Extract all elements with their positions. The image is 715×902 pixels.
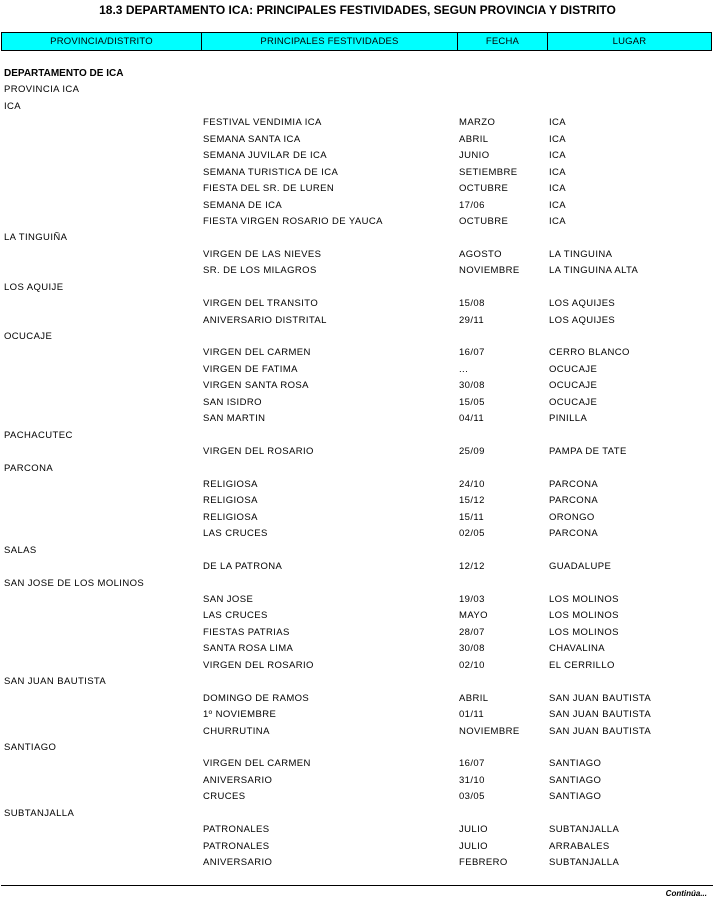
cell-festividad: LAS CRUCES xyxy=(203,610,268,622)
page-title: 18.3 DEPARTAMENTO ICA: PRINCIPALES FESTIVIDADES, SEGUN PROVINCIA Y DISTRITO xyxy=(99,3,616,17)
cell-fecha: 15/05 xyxy=(459,396,485,408)
table-row xyxy=(0,822,715,838)
table-row xyxy=(0,214,715,230)
department-row xyxy=(0,66,715,82)
cell-festividad: SEMANA SANTA ICA xyxy=(203,133,301,145)
cell-provincia: SALAS xyxy=(4,544,37,556)
cell-fecha: 02/10 xyxy=(459,659,485,671)
cell-festividad: PATRONALES xyxy=(203,824,270,836)
cell-festividad: CRUCES xyxy=(203,791,246,803)
cell-fecha: 15/08 xyxy=(459,298,485,310)
cell-fecha: 12/12 xyxy=(459,561,485,573)
cell-provincia: PACHACUTEC xyxy=(4,429,73,441)
district-row xyxy=(0,329,715,345)
table-row xyxy=(0,773,715,789)
cell-fecha: ... xyxy=(459,363,469,375)
cell-lugar: CHAVALINA xyxy=(549,643,606,655)
cell-fecha: 29/11 xyxy=(459,314,485,326)
cell-fecha: ABRIL xyxy=(459,133,489,145)
table-row xyxy=(0,198,715,214)
cell-festividad: SANTA ROSA LIMA xyxy=(203,643,294,655)
cell-lugar: ICA xyxy=(549,199,567,211)
cell-fecha: NOVIEMBRE xyxy=(459,265,520,277)
cell-festividad: CHURRUTINA xyxy=(203,725,270,737)
cell-festividad: RELIGIOSA xyxy=(203,478,258,490)
cell-festividad: ANIVERSARIO xyxy=(203,857,273,868)
table-row xyxy=(0,378,715,394)
cell-provincia: SANTIAGO xyxy=(4,741,57,753)
cell-festividad: VIRGEN SANTA ROSA xyxy=(203,380,309,392)
district-row xyxy=(0,280,715,296)
cell-fecha: 02/05 xyxy=(459,528,485,540)
cell-lugar: ICA xyxy=(549,215,567,227)
table-row xyxy=(0,855,715,871)
cell-festividad: VIRGEN DEL CARMEN xyxy=(203,758,311,770)
cell-lugar: ICA xyxy=(549,133,567,145)
table-row xyxy=(0,263,715,279)
table-row xyxy=(0,658,715,674)
cell-lugar: OCUCAJE xyxy=(549,380,598,392)
cell-fecha: 24/10 xyxy=(459,478,485,490)
cell-fecha: NOVIEMBRE xyxy=(459,725,520,737)
cell-lugar: ICA xyxy=(549,166,567,178)
cell-festividad: SAN MARTIN xyxy=(203,413,266,425)
cell-lugar: ORONGO xyxy=(549,511,595,523)
cell-festividad: VIRGEN DEL TRANSITO xyxy=(203,298,319,310)
cell-fecha: 16/07 xyxy=(459,347,485,359)
cell-lugar: LOS MOLINOS xyxy=(549,594,619,605)
cell-festividad: VIRGEN DEL CARMEN xyxy=(203,347,311,359)
table-row xyxy=(0,625,715,641)
cell-festividad: SEMANA JUVILAR DE ICA xyxy=(203,150,328,162)
cell-provincia: DEPARTAMENTO DE ICA xyxy=(4,68,124,79)
cell-lugar: PARCONA xyxy=(549,478,599,490)
table-row xyxy=(0,132,715,148)
cell-fecha: 04/11 xyxy=(459,413,485,425)
cell-lugar: LA TINGUINA xyxy=(549,248,613,260)
district-row xyxy=(0,543,715,559)
cell-festividad: FIESTAS PATRIAS xyxy=(203,626,290,638)
cell-lugar: ICA xyxy=(549,150,567,162)
cell-lugar: ICA xyxy=(549,183,567,195)
table-body xyxy=(0,66,715,871)
table-row xyxy=(0,691,715,707)
district-row xyxy=(0,428,715,444)
district-row xyxy=(0,806,715,822)
cell-lugar: EL CERRILLO xyxy=(549,659,615,671)
table-row xyxy=(0,839,715,855)
district-row xyxy=(0,740,715,756)
cell-lugar: LA TINGUINA ALTA xyxy=(549,265,639,277)
footer-rule xyxy=(1,885,713,886)
header-festividades: PRINCIPALES FESTIVIDADES xyxy=(202,33,458,50)
cell-lugar: PINILLA xyxy=(549,413,588,425)
cell-fecha: 15/11 xyxy=(459,511,485,523)
table-row xyxy=(0,345,715,361)
cell-festividad: FESTIVAL VENDIMIA ICA xyxy=(203,117,322,129)
cell-lugar: SAN JUAN BAUTISTA xyxy=(549,725,652,737)
cell-fecha: JULIO xyxy=(459,840,488,852)
cell-provincia: OCUCAJE xyxy=(4,331,53,342)
cell-provincia: PROVINCIA ICA xyxy=(4,84,80,96)
cell-lugar: ARRABALES xyxy=(549,840,610,852)
cell-fecha: OCTUBRE xyxy=(459,215,509,227)
cell-festividad: PATRONALES xyxy=(203,840,270,852)
table-row xyxy=(0,148,715,164)
cell-festividad: RELIGIOSA xyxy=(203,511,258,523)
cell-lugar: PAMPA DE TATE xyxy=(549,446,627,458)
cell-lugar: OCUCAJE xyxy=(549,396,598,408)
table-row xyxy=(0,296,715,312)
cell-festividad: DOMINGO DE RAMOS xyxy=(203,692,310,704)
cell-fecha: 15/12 xyxy=(459,495,485,507)
cell-fecha: 19/03 xyxy=(459,594,485,605)
cell-festividad: RELIGIOSA xyxy=(203,495,258,507)
cell-fecha: SETIEMBRE xyxy=(459,166,518,178)
district-row xyxy=(0,674,715,690)
table-row xyxy=(0,756,715,772)
cell-fecha: 16/07 xyxy=(459,758,485,770)
cell-provincia: PARCONA xyxy=(4,462,54,474)
cell-lugar: GUADALUPE xyxy=(549,561,612,573)
cell-festividad: FIESTA DEL SR. DE LUREN xyxy=(203,183,335,195)
cell-provincia: LA TINGUIÑA xyxy=(4,232,68,244)
cell-festividad: ANIVERSARIO xyxy=(203,774,273,786)
table-row xyxy=(0,789,715,805)
cell-lugar: SANTIAGO xyxy=(549,774,602,786)
cell-lugar: SANTIAGO xyxy=(549,791,602,803)
table-row xyxy=(0,592,715,608)
cell-festividad: SEMANA DE ICA xyxy=(203,199,283,211)
cell-fecha: FEBRERO xyxy=(459,857,508,868)
table-header xyxy=(1,32,712,51)
cell-provincia: SAN JUAN BAUTISTA xyxy=(4,676,107,688)
cell-fecha: 30/08 xyxy=(459,643,485,655)
header-lugar: LUGAR xyxy=(612,36,647,47)
cell-lugar: SUBTANJALLA xyxy=(549,857,620,868)
cell-festividad: ANIVERSARIO DISTRITAL xyxy=(203,314,327,326)
cell-festividad: SAN JOSE xyxy=(203,594,254,605)
province-row xyxy=(0,82,715,98)
cell-fecha: MAYO xyxy=(459,610,488,622)
cell-lugar: ICA xyxy=(549,117,567,129)
cell-fecha: AGOSTO xyxy=(459,248,502,260)
cell-fecha: OCTUBRE xyxy=(459,183,509,195)
cell-festividad: VIRGEN DEL ROSARIO xyxy=(203,659,314,671)
cell-lugar: PARCONA xyxy=(549,495,599,507)
district-row xyxy=(0,99,715,115)
table-row xyxy=(0,526,715,542)
cell-festividad: SAN ISIDRO xyxy=(203,396,262,408)
table-row xyxy=(0,181,715,197)
cell-lugar: LOS MOLINOS xyxy=(549,610,619,622)
cell-festividad: SEMANA TURISTICA DE ICA xyxy=(203,166,339,178)
cell-fecha: JULIO xyxy=(459,824,488,836)
table-row xyxy=(0,707,715,723)
cell-fecha: 03/05 xyxy=(459,791,485,803)
cell-fecha: MARZO xyxy=(459,117,496,129)
cell-lugar: SAN JUAN BAUTISTA xyxy=(549,692,652,704)
cell-lugar: SAN JUAN BAUTISTA xyxy=(549,709,652,721)
cell-festividad: VIRGEN DE FATIMA xyxy=(203,363,298,375)
table-row xyxy=(0,165,715,181)
cell-fecha: JUNIO xyxy=(459,150,490,162)
cell-lugar: LOS MOLINOS xyxy=(549,626,619,638)
cell-provincia: SAN JOSE DE LOS MOLINOS xyxy=(4,577,145,589)
table-row xyxy=(0,247,715,263)
cell-fecha: ABRIL xyxy=(459,692,489,704)
cell-lugar: SUBTANJALLA xyxy=(549,824,620,836)
cell-fecha: 01/11 xyxy=(459,709,485,721)
header-fecha: FECHA xyxy=(458,33,548,50)
cell-fecha: 25/09 xyxy=(459,446,485,458)
table-row xyxy=(0,724,715,740)
table-row xyxy=(0,362,715,378)
cell-festividad: VIRGEN DE LAS NIEVES xyxy=(203,248,322,260)
cell-festividad: LAS CRUCES xyxy=(203,528,268,540)
table-row xyxy=(0,477,715,493)
cell-fecha: 28/07 xyxy=(459,626,485,638)
cell-festividad: DE LA PATRONA xyxy=(203,561,283,573)
table-row xyxy=(0,608,715,624)
continua-note: Continúa... xyxy=(665,889,707,898)
table-row xyxy=(0,395,715,411)
table-row xyxy=(0,313,715,329)
cell-fecha: 30/08 xyxy=(459,380,485,392)
header-provincia: PROVINCIA/DISTRITO xyxy=(2,33,202,50)
cell-festividad: 1º NOVIEMBRE xyxy=(203,709,277,721)
cell-lugar: SANTIAGO xyxy=(549,758,602,770)
cell-festividad: VIRGEN DEL ROSARIO xyxy=(203,446,314,458)
table-row xyxy=(0,559,715,575)
cell-festividad: SR. DE LOS MILAGROS xyxy=(203,265,317,277)
table-row xyxy=(0,444,715,460)
cell-provincia: LOS AQUIJE xyxy=(4,281,64,293)
cell-lugar: CERRO BLANCO xyxy=(549,347,630,359)
table-row xyxy=(0,115,715,131)
cell-lugar: LOS AQUIJES xyxy=(549,314,616,326)
cell-provincia: ICA xyxy=(4,100,22,112)
cell-lugar: PARCONA xyxy=(549,528,599,540)
table-row xyxy=(0,493,715,509)
district-row xyxy=(0,461,715,477)
cell-provincia: SUBTANJALLA xyxy=(4,807,75,819)
table-row xyxy=(0,641,715,657)
table-row xyxy=(0,411,715,427)
table-row xyxy=(0,510,715,526)
cell-lugar: LOS AQUIJES xyxy=(549,298,616,310)
district-row xyxy=(0,230,715,246)
cell-fecha: 31/10 xyxy=(459,774,485,786)
cell-festividad: FIESTA VIRGEN ROSARIO DE YAUCA xyxy=(203,215,383,227)
district-row xyxy=(0,576,715,592)
cell-fecha: 17/06 xyxy=(459,199,485,211)
cell-lugar: OCUCAJE xyxy=(549,363,598,375)
